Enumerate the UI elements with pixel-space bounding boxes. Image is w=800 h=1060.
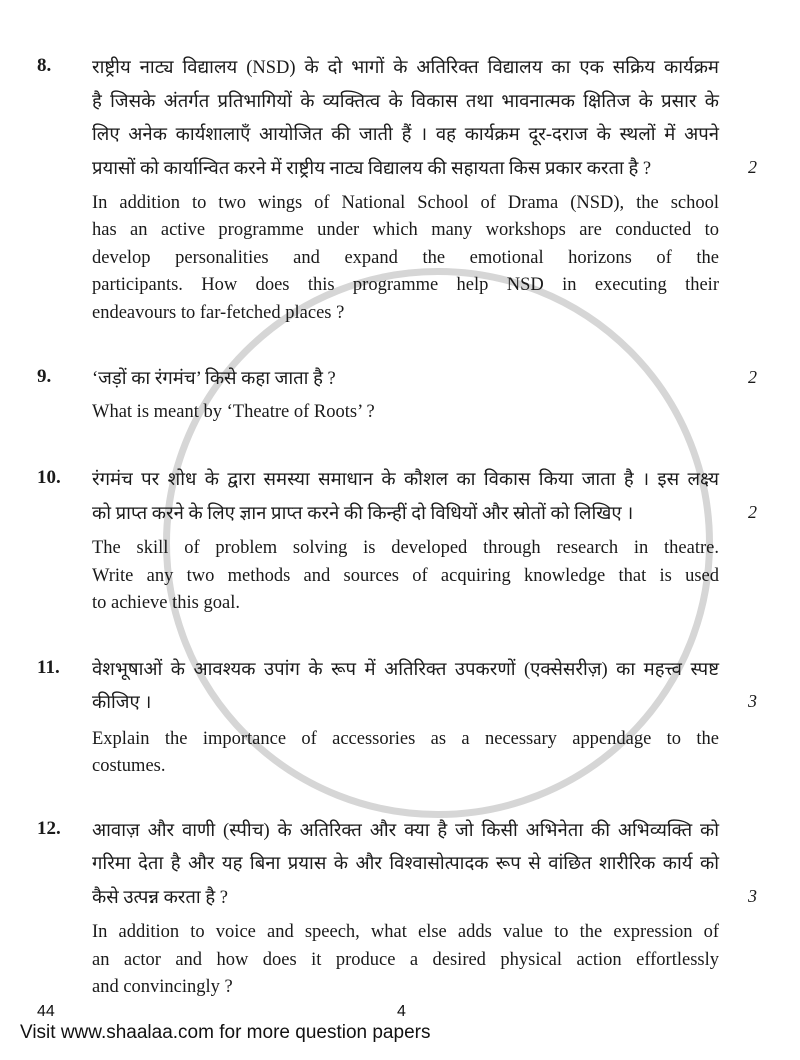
question-9 — [37, 363, 757, 426]
english-line: develop personalities and expand the emotional horizons of the — [92, 247, 719, 268]
marks: 2 — [748, 501, 757, 522]
question-number: 9. — [37, 366, 52, 387]
hindi-line: आवाज़ और वाणी (स्पीच) के अतिरिक्त और क्या है जो किसी अभिनेता की अभिव्यक्ति को — [92, 820, 719, 841]
hindi-line: लिए अनेक कार्यशालाएँ आयोजित की जाती हैं । वह कार्यक्रम दूर-दराज के स्थलों में अपने — [92, 125, 719, 145]
question-number: 8. — [37, 55, 52, 76]
marks: 2 — [748, 367, 757, 387]
marks: 3 — [748, 691, 757, 711]
question-12 — [37, 815, 757, 1002]
hindi-line — [92, 687, 757, 721]
hindi-line-text: कीजिए । — [92, 693, 152, 713]
english-line: to achieve this goal. — [92, 593, 240, 613]
english-line: has an active programme under which many workshops are conducted to — [92, 220, 719, 240]
english-line: costumes. — [92, 756, 166, 776]
hindi-line — [92, 882, 757, 916]
hindi-line — [92, 153, 757, 187]
marks: 2 — [748, 156, 757, 177]
english-line: Write any two methods and sources of acquiring knowledge that is used — [92, 565, 719, 586]
paper-code: 44 — [37, 1002, 55, 1020]
hindi-line — [92, 363, 757, 397]
hindi-line-text: कैसे उत्पन्न करता है ? — [92, 887, 228, 908]
english-line: and convincingly ? — [92, 977, 233, 997]
hindi-line — [92, 498, 757, 532]
question-number: 11. — [37, 656, 60, 678]
question-number: 12. — [37, 817, 61, 839]
english-line: participants. How does this programme help NSD in executing their — [92, 275, 719, 295]
marks: 3 — [748, 885, 757, 906]
english-line: Explain the importance of accessories as a necessary appendage to the — [92, 728, 719, 749]
hindi-line-text: ‘जड़ों का रंगमंच’ किसे कहा जाता है ? — [92, 369, 336, 389]
english-line: The skill of problem solving is developed through research in theatre. — [92, 538, 719, 558]
page-number: 4 — [397, 1002, 406, 1020]
hindi-line: राष्ट्रीय नाट्य विद्यालय (NSD) के दो भागों के अतिरिक्त विद्यालय का एक सक्रिय कार्यक्रम — [92, 58, 719, 78]
hindi-line: गरिमा देता है और यह बिना प्रयास के और विश्वासोत्पादक रूप से वांछित शारीरिक कार्य को — [92, 854, 719, 874]
english-line: In addition to voice and speech, what else adds value to the expression of — [92, 922, 719, 942]
hindi-line-text: को प्राप्त करने के लिए ज्ञान प्राप्त करने की किन्हीं दो विधियों और स्रोतों को लिखिए । — [92, 503, 634, 524]
hindi-line: वेशभूषाओं के आवश्यक उपांग के रूप में अतिरिक्त उपकरणों (एक्सेसरीज़) का महत्त्व स्पष्ट — [92, 659, 719, 680]
question-number: 10. — [37, 467, 61, 488]
hindi-line: रंगमंच पर शोध के द्वारा समस्या समाधान के कौशल का विकास किया जाता है । इस लक्ष्य — [92, 470, 719, 490]
shaalaa-link[interactable]: Visit www.shaalaa.com for more question papers — [20, 1021, 431, 1043]
english-line: In addition to two wings of National School of Drama (NSD), the school — [92, 192, 719, 213]
question-10 — [37, 464, 757, 618]
hindi-line-text: प्रयासों को कार्यान्वित करने में राष्ट्रीय नाट्य विद्यालय की सहायता किस प्रकार करता है ? — [92, 158, 652, 179]
question-11 — [37, 654, 757, 781]
english-line: an actor and how does it produce a desired physical action effortlessly — [92, 949, 719, 970]
question-list — [37, 0, 757, 1002]
english-line: What is meant by ‘Theatre of Roots’ ? — [92, 401, 375, 422]
hindi-line: है जिसके अंतर्गत प्रतिभागियों के व्यक्तित्व के विकास तथा भावनात्मक क्षितिज के प्रसार के — [92, 91, 719, 112]
english-line: endeavours to far-fetched places ? — [92, 302, 345, 323]
question-8 — [37, 52, 757, 327]
footer-numbers — [0, 1003, 800, 1020]
